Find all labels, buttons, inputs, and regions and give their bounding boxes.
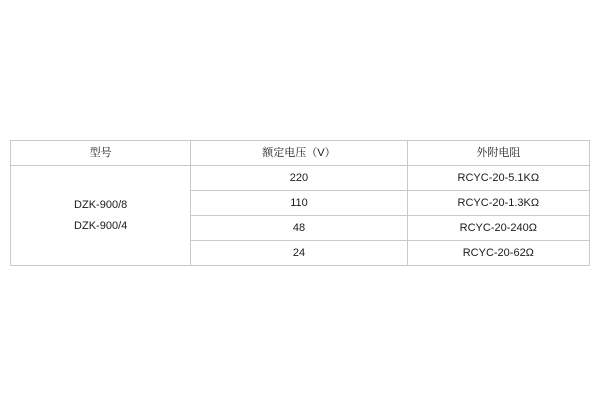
table-cell-resistor: RCYC-20-240Ω <box>407 216 589 241</box>
table-header-voltage: 额定电压（V） <box>191 141 407 166</box>
table-cell-resistor: RCYC-20-5.1KΩ <box>407 166 589 191</box>
table-cell-resistor: RCYC-20-62Ω <box>407 241 589 266</box>
table-header-model: 型号 <box>11 141 191 166</box>
specification-table <box>10 140 590 266</box>
table-cell-resistor: RCYC-20-1.3KΩ <box>407 191 589 216</box>
table-cell-voltage: 110 <box>191 191 407 216</box>
table-cell-voltage: 48 <box>191 216 407 241</box>
table-cell-voltage: 24 <box>191 241 407 266</box>
table-cell-model <box>11 166 191 266</box>
table-cell-voltage: 220 <box>191 166 407 191</box>
table-header-resistor: 外附电阻 <box>407 141 589 166</box>
model-line-2: DZK-900/4 <box>74 219 128 232</box>
model-line-1: DZK-900/8 <box>74 198 128 211</box>
table-row <box>11 166 590 191</box>
table-header-row <box>11 141 590 166</box>
